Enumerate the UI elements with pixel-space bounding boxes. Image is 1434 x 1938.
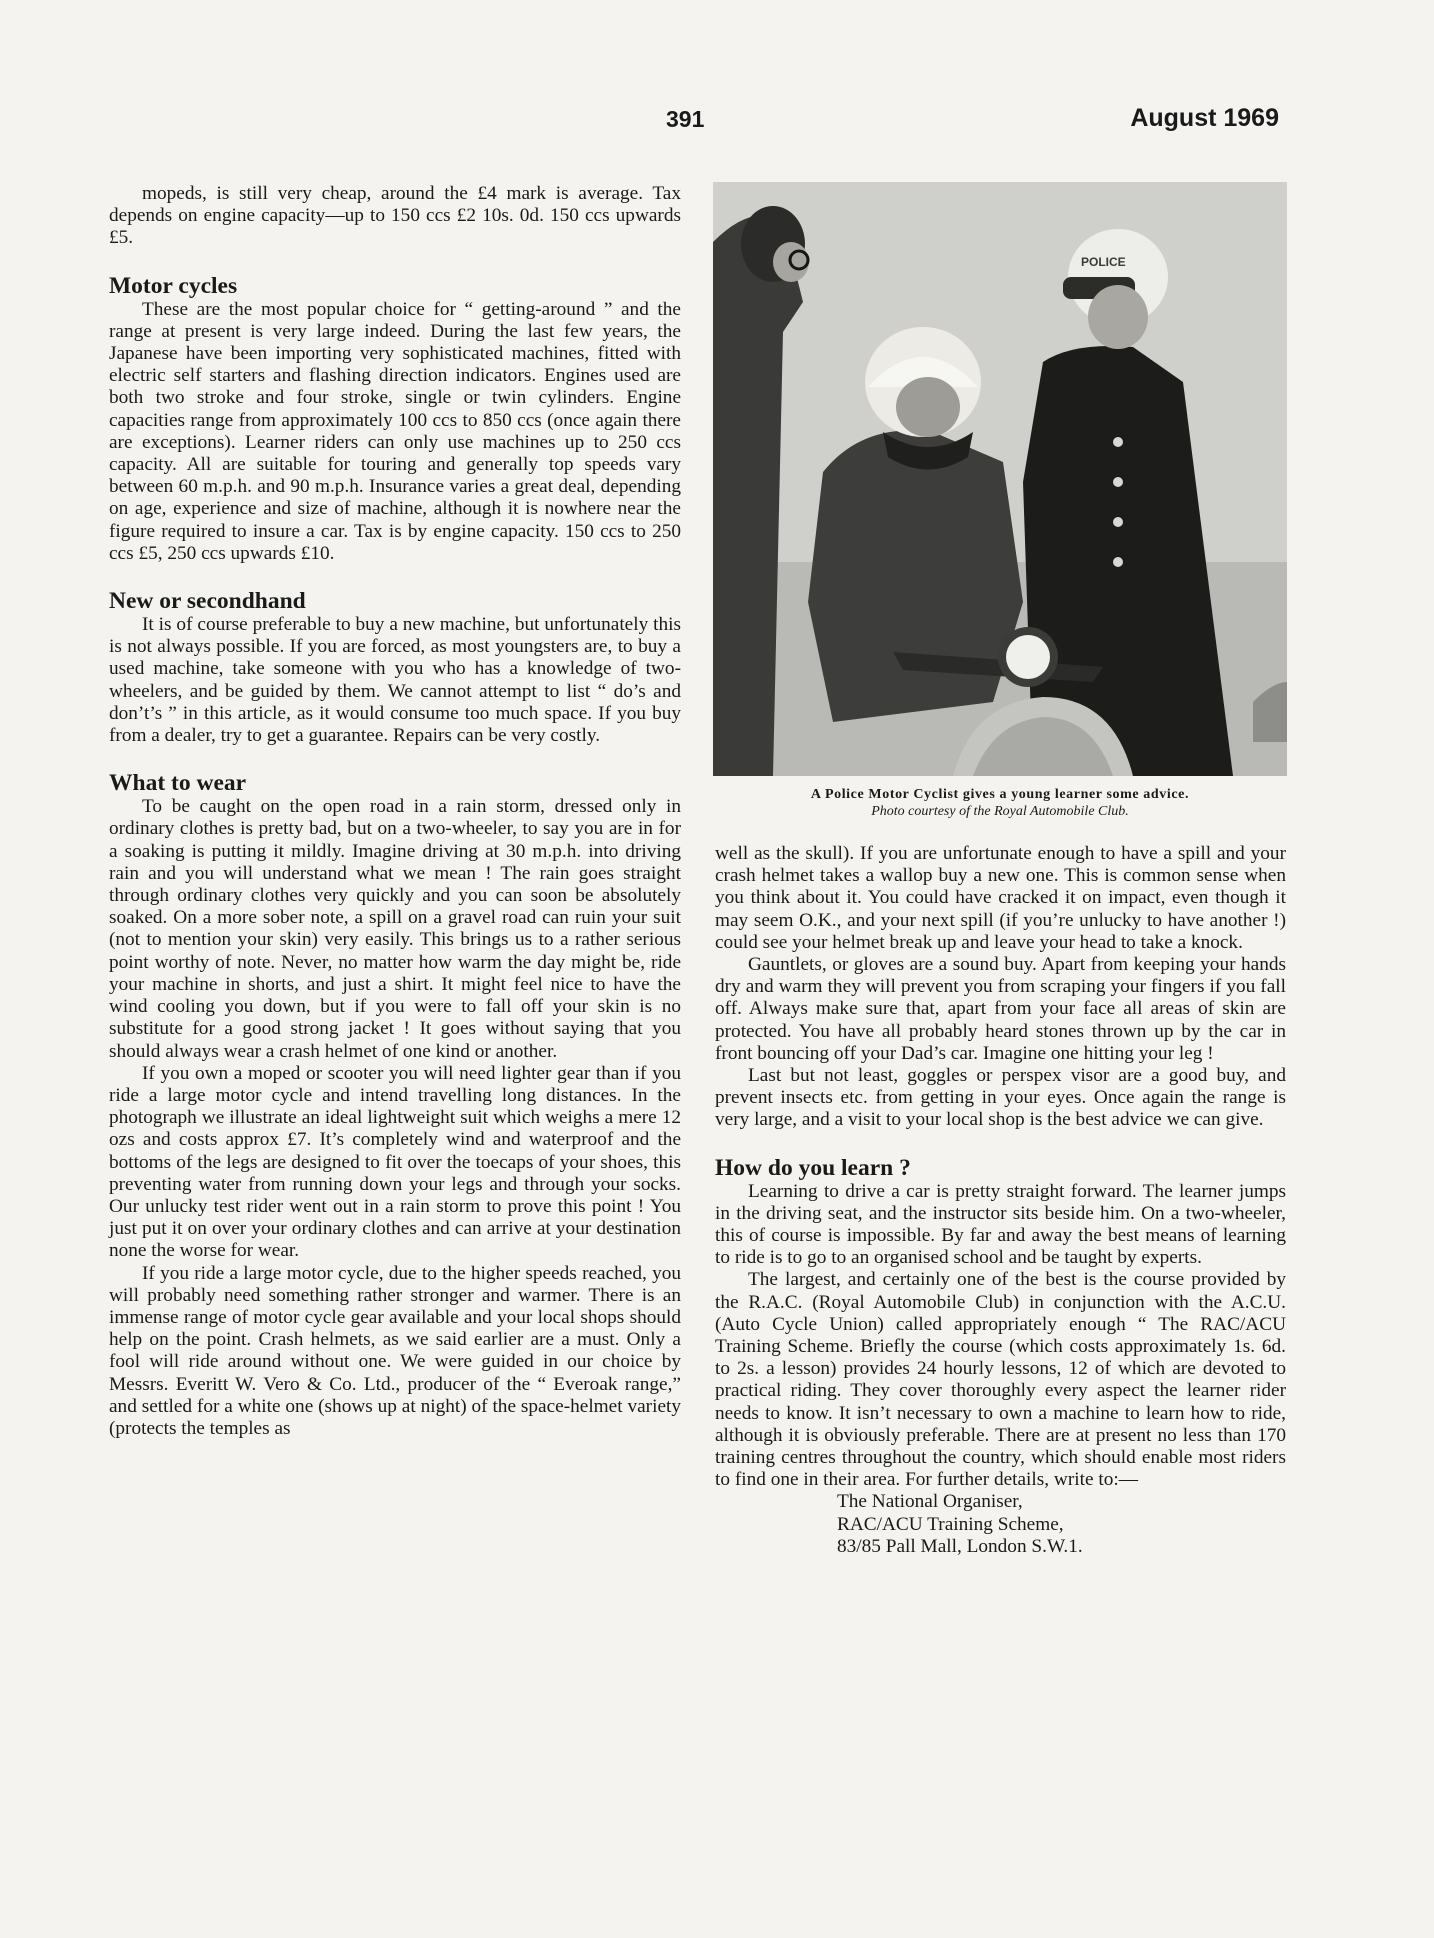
- paragraph: These are the most popular choice for “ getting-around ” and the range at present is very large indeed. During the last few years, the Japanese have been importing very sophisticated machines, fitted with electric self starters and flashing direction indicators. Engines used are both two stroke and four stroke, single or twin cylinders. Engine capacities range from approximately 100 ccs to 850 ccs (once again there are exceptions). Learner riders can only use machines up to 250 ccs capacity. All are suitable for touring and generally top speeds vary between 60 m.p.h. and 90 m.p.h. Insurance varies a great deal, depending on age, experience and size of machine, although it is nowhere near the figure required to insure a car. Tax is by engine capacity. 150 ccs to 250 ccs £5, 250 ccs upwards £10.: [109, 298, 681, 564]
- left-column: [109, 183, 681, 1440]
- photo-police-motor-cyclist: [713, 182, 1287, 776]
- paragraph: Learning to drive a car is pretty straight forward. The learner jumps in the driving seat, and the instructor sits beside him. On a two-wheeler, this of course is impossible. By far and away the best means of learning to ride is to go to an organised school and be taught by experts.: [715, 1180, 1286, 1269]
- section-heading-new-or-secondhand: New or secondhand: [109, 588, 306, 615]
- paragraph: If you ride a large motor cycle, due to the higher speeds reached, you will probably need something rather stronger and warmer. There is an immense range of motor cycle gear available and your local shops should help on the point. Crash helmets, as we said earlier are a must. Only a fool will ride around without one. We were guided in our choice by Messrs. Everitt W. Vero & Co. Ltd., producer of the “ Everoak range,” and settled for a white one (shows up at night) of the space-helmet variety (protects the temples as: [109, 1262, 681, 1439]
- paragraph: The largest, and certainly one of the best is the course provided by the R.A.C. (Royal Automobile Club) in conjunction with the A.C.U. (Auto Cycle Union) called appropriately enough “ The RAC/ACU Training Scheme. Briefly the course (which costs approximately 1s. 6d. to 2s. a lesson) provides 24 hourly lessons, 12 of which are devoted to practical riding. They cover thoroughly every aspect the learner rider needs to know. It isn’t necessary to own a machine to learn how to ride, although it is obviously preferable. There are at present no less than 170 training centres throughout the country, which should enable most riders to find one in their area. For further details, write to:—: [715, 1269, 1286, 1491]
- paragraph: Last but not least, goggles or perspex visor are a good buy, and prevent insects etc. from getting in your eyes. Once again the range is very large, and a visit to your local shop is the best advice we can give.: [715, 1065, 1286, 1131]
- address-line: RAC/ACU Training Scheme,: [837, 1513, 1064, 1535]
- helmet-text: POLICE: [1081, 255, 1126, 269]
- address-line: 83/85 Pall Mall, London S.W.1.: [837, 1535, 1083, 1557]
- section-heading-what-to-wear: What to wear: [109, 770, 247, 797]
- paragraph: It is of course preferable to buy a new machine, but unfortunately this is not always possible. If you are forced, as most youngsters are, to buy a used machine, take someone with you who has a knowledge of two-wheelers, and be guided by them. We cannot attempt to list “ do’s and don’t’s ” in this article, as it would consume too much space. If you buy from a dealer, try to get a guarantee. Repairs can be very costly.: [109, 614, 681, 747]
- postal-address: [837, 1491, 1286, 1558]
- section-heading-how-do-you-learn: How do you learn ?: [715, 1154, 911, 1181]
- page-number: 391: [666, 106, 705, 132]
- caption-line: A Police Motor Cyclist gives a young learner some advice.: [810, 787, 1190, 802]
- paragraph: well as the skull). If you are unfortunate enough to have a spill and your crash helmet takes a wallop buy a new one. This is common sense when you think about it. You could have cracked it on impact, even though it may seem O.K., and your next spill (if you’re unlucky to have another !) could see your helmet break up and leave your head to take a knock.: [715, 843, 1286, 953]
- section-heading-motor-cycles: Motor cycles: [109, 272, 238, 299]
- photo-caption: [713, 786, 1287, 820]
- paragraph: To be caught on the open road in a rain storm, dressed only in ordinary clothes is pretty bad, but on a two-wheeler, to say you are in for a soaking is putting it mildly. Imagine driving at 30 m.p.h. into driving rain and you will understand what we mean ! The rain goes straight through ordinary clothes very quickly and you can soon be absolutely soaked. On a more sober note, a spill on a gravel road can ruin your suit (not to mention your skin) very easily. This brings us to a rather serious point worthy of note. Never, no matter how warm the day might be, ride your machine in shorts, and just a shirt. It might feel nice to have the wind cooling you down, but if you were to fall off your skin is no substitute for a good strong jacket ! It goes without saying that you should always wear a crash helmet of one kind or another.: [109, 796, 681, 1062]
- paragraph: Gauntlets, or gloves are a sound buy. Apart from keeping your hands dry and warm they will prevent you from scraping your fingers if you fall off. Always make sure that, apart from your face all areas of skin are protected. You have all probably heard stones thrown up by the car in front bouncing off your Dad’s car. Imagine one hitting your leg !: [715, 954, 1286, 1064]
- intro-paragraph: mopeds, is still very cheap, around the £4 mark is average. Tax depends on engine capacity—up to 150 ccs £2 10s. 0d. 150 ccs upwards £5.: [109, 183, 681, 249]
- paragraph: If you own a moped or scooter you will need lighter gear than if you ride a large motor cycle and intend travelling long distances. In the photograph we illustrate an ideal lightweight suit which weighs a mere 12 ozs and costs approx £7. It’s completely wind and waterproof and the bottoms of the legs are designed to fit over the toecaps of your shoes, this preventing water from running down your legs and through your socks. Our unlucky test rider went out in a rain storm to prove this point ! You just put it on over your ordinary clothes and can arrive at your destination none the worse for wear.: [109, 1062, 681, 1262]
- photo-credit: Photo courtesy of the Royal Automobile Club.: [871, 804, 1129, 819]
- page-date: August 1969: [1130, 104, 1279, 132]
- photo-illustration: [713, 182, 1287, 776]
- address-line: The National Organiser,: [837, 1491, 1023, 1513]
- right-column: [715, 843, 1286, 1558]
